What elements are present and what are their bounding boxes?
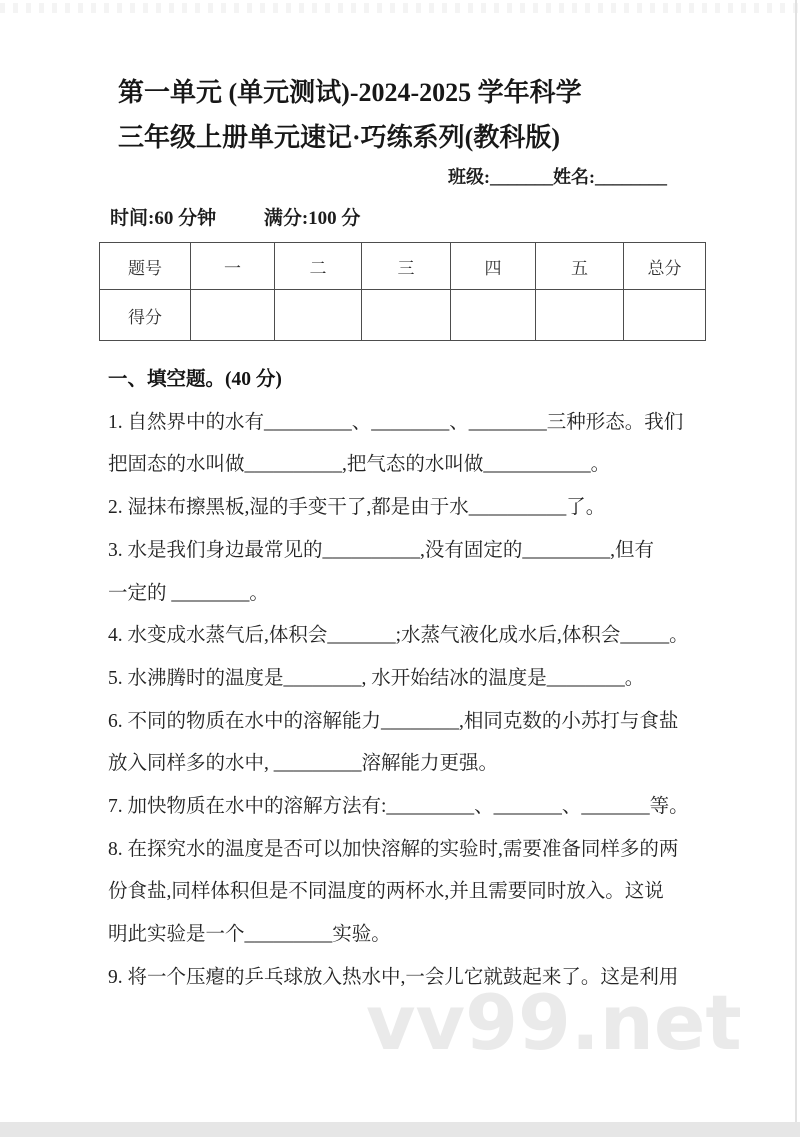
score-table-header-cell: 二 — [275, 243, 362, 290]
question-6-line: 6. 不同的物质在水中的溶解能力________,相同克数的小苏打与食盐 — [108, 710, 679, 732]
question-8-line: 8. 在探究水的温度是否可以加快溶解的实验时,需要准备同样多的两 — [108, 838, 679, 860]
section-heading: 一、填空题。(40 分) — [108, 369, 282, 390]
question-8-line: 份食盐,同样体积但是不同温度的两杯水,并且需要同时放入。这说 — [108, 881, 664, 903]
score-table-header-cell: 四 — [451, 243, 536, 290]
paper-title — [118, 70, 718, 160]
score-row-label: 得分 — [100, 290, 191, 341]
score-cell-empty — [191, 290, 275, 341]
question-3-line: 一定的 ________。 — [108, 582, 269, 604]
time-limit-label: 时间:60 分钟 — [110, 208, 217, 229]
fill-blank-section — [108, 359, 714, 1000]
time-score-line — [110, 206, 360, 232]
question-6-line: 放入同样多的水中, _________溶解能力更强。 — [108, 753, 499, 775]
score-cell-empty — [275, 290, 362, 341]
question-4-line: 4. 水变成水蒸气后,体积会_______;水蒸气液化成水后,体积会_____。 — [108, 625, 689, 647]
paper-title-line2: 三年级上册单元速记·巧练系列(教科版) — [118, 123, 560, 152]
class-name-blanks: 班级:_______姓名:________ — [448, 167, 667, 187]
watermark: vv99.net — [366, 978, 742, 1067]
score-cell-empty — [362, 290, 451, 341]
score-table-header-cell: 总分 — [624, 243, 706, 290]
score-table-header-cell: 五 — [536, 243, 624, 290]
score-table — [99, 242, 706, 341]
score-table-score-row — [100, 290, 706, 341]
question-7-line: 7. 加快物质在水中的溶解方法有:_________、_______、_______等。 — [108, 796, 689, 818]
page-top-edge-texture — [0, 3, 800, 13]
question-5-line: 5. 水沸腾时的温度是________, 水开始结冰的温度是________。 — [108, 667, 645, 689]
score-cell-empty — [624, 290, 706, 341]
question-9-line: 9. 将一个压瘪的乒乓球放入热水中,一会儿它就鼓起来了。这是利用 — [108, 966, 679, 988]
paper-title-line1: 第一单元 (单元测试)-2024-2025 学年科学 — [118, 78, 582, 107]
question-2-line: 2. 湿抹布擦黑板,湿的手变干了,都是由于水__________了。 — [108, 497, 606, 519]
page-bottom-edge — [0, 1122, 800, 1137]
full-score-label: 满分:100 分 — [263, 208, 361, 229]
question-1-line: 1. 自然界中的水有_________、________、________三种形态。我们 — [108, 411, 684, 433]
question-3-line: 3. 水是我们身边最常见的__________,没有固定的_________,但有 — [108, 539, 655, 561]
score-table-header-cell: 题号 — [100, 243, 191, 290]
question-8-line: 明此实验是一个_________实验。 — [108, 924, 391, 946]
question-1-line: 把固态的水叫做__________,把气态的水叫做___________。 — [108, 454, 611, 476]
score-table-header-row — [100, 243, 706, 290]
score-table-header-cell: 三 — [362, 243, 451, 290]
score-cell-empty — [536, 290, 624, 341]
score-cell-empty — [451, 290, 536, 341]
score-table-header-cell: 一 — [191, 243, 275, 290]
page-right-edge — [795, 0, 797, 1123]
